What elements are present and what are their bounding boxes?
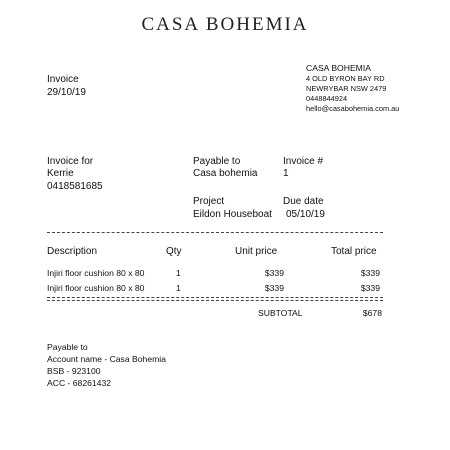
col-header-unit-price: Unit price — [235, 246, 278, 257]
row-total-price: $339 — [360, 268, 380, 278]
payable-to-label: Payable to — [193, 156, 241, 167]
due-date-label: Due date — [283, 196, 324, 207]
row-qty: 1 — [176, 268, 181, 278]
invoice-label: Invoice — [47, 74, 79, 85]
col-header-total-price: Total price — [331, 246, 377, 257]
row-unit-price: $339 — [264, 268, 284, 278]
subtotal-label: SUBTOTAL — [258, 308, 303, 318]
company-address-line1: 4 OLD BYRON BAY RD — [306, 74, 385, 83]
due-date-value: 05/10/19 — [286, 209, 325, 220]
client-name: Kerrie — [47, 168, 74, 179]
payment-account-name: Account name - Casa Bohemia — [47, 354, 166, 364]
payable-to-value: Casa bohemia — [193, 168, 258, 179]
invoice-for-label: Invoice for — [47, 156, 94, 167]
col-header-qty: Qty — [166, 246, 182, 257]
project-value: Eildon Houseboat — [193, 209, 272, 220]
row-qty: 1 — [176, 283, 181, 293]
company-address-line2: NEWRYBAR NSW 2479 — [306, 84, 387, 93]
invoice-number-label: Invoice # — [283, 156, 324, 167]
row-description: Injiri floor cushion 80 x 80 — [47, 268, 145, 278]
payment-acc: ACC - 68261432 — [47, 378, 112, 388]
divider-bottom — [47, 297, 383, 298]
row-description: Injiri floor cushion 80 x 80 — [47, 283, 145, 293]
row-unit-price: $339 — [264, 283, 284, 293]
client-phone: 0418581685 — [47, 181, 103, 192]
col-header-description: Description — [47, 246, 98, 257]
payment-bsb: BSB - 923100 — [47, 366, 101, 376]
project-label: Project — [193, 196, 225, 207]
company-phone: 0448844924 — [306, 94, 348, 103]
company-name: CASA BOHEMIA — [306, 63, 371, 73]
divider-bottom-second — [47, 300, 383, 301]
company-email: hello@casabohemia.com.au — [306, 104, 400, 113]
payment-title: Payable to — [47, 342, 88, 352]
subtotal-value: $678 — [362, 308, 382, 318]
row-total-price: $339 — [360, 283, 380, 293]
invoice-number-value: 1 — [283, 168, 289, 179]
divider-top — [47, 232, 383, 233]
brand-logo: CASA BOHEMIA — [141, 14, 309, 35]
invoice-date: 29/10/19 — [47, 87, 86, 98]
